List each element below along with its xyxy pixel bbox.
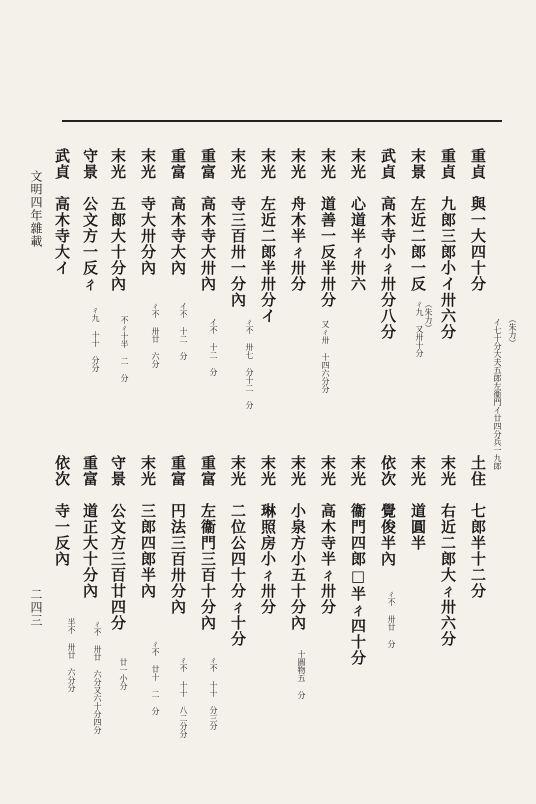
top-anno-1: イ七十分大夫五郎左衞門イ廿四分兵一九郎 bbox=[493, 318, 502, 470]
entry: 覺俊半內 bbox=[379, 503, 397, 567]
bottom-col-11 bbox=[168, 455, 188, 615]
name: 重貞 bbox=[469, 148, 487, 180]
top-anno-3: 又ㄔ卅 十四六分分 bbox=[321, 320, 330, 393]
top-col-2 bbox=[438, 148, 458, 340]
name: 末光 bbox=[319, 148, 337, 180]
bottom-col-4 bbox=[378, 455, 398, 567]
name: 末光 bbox=[259, 148, 277, 180]
name: 末光 bbox=[409, 455, 427, 487]
bottom-col-6 bbox=[318, 455, 338, 615]
name: 重富 bbox=[199, 148, 217, 180]
entry: 九郎三郎小イ卅六分 bbox=[439, 196, 457, 340]
entry: 道圓半 bbox=[409, 503, 427, 551]
top-anno-7: ㄔ不 卅廿 六分 bbox=[151, 302, 160, 368]
top-note-1: （朱力） bbox=[508, 315, 517, 347]
entry: 道善一反半卅分 bbox=[319, 196, 337, 308]
top-col-15 bbox=[52, 148, 72, 276]
bottom-col-12 bbox=[138, 455, 158, 599]
top-rule bbox=[62, 120, 502, 122]
bottom-col-5 bbox=[348, 455, 368, 666]
bottom-anno-3: ㄔ不 十十 分三分 bbox=[209, 656, 218, 730]
name: 末光 bbox=[259, 455, 277, 487]
name: 末光 bbox=[439, 455, 457, 487]
bottom-col-14 bbox=[80, 455, 100, 599]
bottom-col-9 bbox=[228, 455, 248, 647]
entry: 高木寺小ㄔ卅分八分 bbox=[379, 196, 397, 340]
name: 守景 bbox=[109, 455, 127, 487]
entry: 寺三百卅一分內 bbox=[229, 196, 247, 308]
entry: 寺大卅分內 bbox=[139, 196, 157, 276]
bottom-anno-1: ㄔ不 卅廿 分 bbox=[387, 590, 396, 648]
bottom-col-8 bbox=[258, 455, 278, 615]
entry: 左近二郎一反 bbox=[409, 196, 427, 292]
top-col-6 bbox=[318, 148, 338, 308]
entry: 高木寺大卅內 bbox=[199, 196, 217, 292]
bottom-col-3 bbox=[408, 455, 428, 551]
name: 末光 bbox=[319, 455, 337, 487]
name: 末光 bbox=[289, 455, 307, 487]
top-anno-5: イ不 十二 分 bbox=[209, 318, 218, 376]
entry: 左近二郎半卅分イ bbox=[259, 196, 277, 324]
top-col-5 bbox=[348, 148, 368, 292]
bottom-col-2 bbox=[438, 455, 458, 647]
top-col-12 bbox=[138, 148, 158, 276]
entry: 三郎四郎半內 bbox=[139, 503, 157, 599]
entry: 公文方一反ㄔ bbox=[81, 196, 99, 292]
name: 武貞 bbox=[53, 148, 71, 180]
name: 末光 bbox=[349, 455, 367, 487]
name: 重富 bbox=[199, 455, 217, 487]
bottom-anno-8: 半不 卅廿 六分分 bbox=[67, 618, 76, 692]
entry: 高木寺大內 bbox=[169, 196, 187, 276]
top-col-8 bbox=[258, 148, 278, 324]
top-col-11 bbox=[168, 148, 188, 276]
entry: 五郎大十分內 bbox=[109, 196, 127, 292]
entry: 二位公四十分ㄔ十分 bbox=[229, 503, 247, 647]
entry: 高木寺半ㄔ卅分 bbox=[319, 503, 337, 615]
top-col-4 bbox=[378, 148, 398, 340]
bottom-anno-7: ㄔ不 卅廿 六分又六十分四分 bbox=[93, 620, 102, 734]
name: 末光 bbox=[139, 455, 157, 487]
bottom-col-15 bbox=[52, 455, 72, 567]
top-col-13 bbox=[108, 148, 128, 292]
name: 末景 bbox=[409, 148, 427, 180]
name: 依次 bbox=[379, 455, 397, 487]
bottom-col-7 bbox=[288, 455, 308, 631]
entry: 衞門四郎□半ㄔ四十分 bbox=[349, 503, 367, 666]
name: 重富 bbox=[169, 455, 187, 487]
entry: 円法三百卅分內 bbox=[169, 503, 187, 615]
name: 武貞 bbox=[379, 148, 397, 180]
top-col-3 bbox=[408, 148, 428, 292]
entry: 心道半ㄔ卅六 bbox=[349, 196, 367, 292]
top-note-2: （朱力） bbox=[424, 300, 433, 332]
entry: 舟木半ㄔ卅分 bbox=[289, 196, 307, 292]
entry: 小泉方小五十分內 bbox=[289, 503, 307, 631]
bottom-anno-6: 廿一小分 bbox=[119, 658, 128, 690]
entry: 公文方三百廿四分 bbox=[109, 503, 127, 631]
top-anno-9: ㄔ九 十十 分分 bbox=[91, 306, 100, 372]
entry: 琳照房小ㄔ卅分 bbox=[259, 503, 277, 615]
top-col-9 bbox=[228, 148, 248, 308]
name: 依次 bbox=[53, 455, 71, 487]
name: 土住 bbox=[469, 455, 487, 487]
name: 末光 bbox=[229, 148, 247, 180]
top-col-14 bbox=[80, 148, 100, 292]
entry: 與一大四十分 bbox=[469, 196, 487, 292]
entry: 七郎半十二分 bbox=[469, 503, 487, 599]
top-anno-6: イ不 十二 分 bbox=[179, 302, 188, 360]
name: 末光 bbox=[289, 148, 307, 180]
name: 重貞 bbox=[439, 148, 457, 180]
top-col-1 bbox=[468, 148, 488, 292]
entry: 寺一反內 bbox=[53, 503, 71, 567]
running-header: 文明四年雜載 bbox=[29, 170, 43, 248]
entry: 左衞門三百十分內 bbox=[199, 503, 217, 631]
entry: 右近二郎大ㄔ卅六分 bbox=[439, 503, 457, 647]
page-number: 二四三 bbox=[29, 588, 43, 627]
name: 重富 bbox=[169, 148, 187, 180]
name: 重富 bbox=[81, 455, 99, 487]
name: 末光 bbox=[139, 148, 157, 180]
name: 末光 bbox=[229, 455, 247, 487]
name: 末光 bbox=[109, 148, 127, 180]
name: 末光 bbox=[349, 148, 367, 180]
top-col-7 bbox=[288, 148, 308, 292]
top-anno-2: ㄔ九 又卅十分 bbox=[415, 300, 424, 357]
bottom-anno-2: 十圓物五 分 bbox=[297, 650, 306, 699]
top-col-10 bbox=[198, 148, 218, 292]
bottom-anno-5: ㄔ不 廿十 二 分 bbox=[151, 640, 160, 715]
entry: 道正大十分內 bbox=[81, 503, 99, 599]
entry: 高木寺大イ bbox=[53, 196, 71, 276]
top-anno-4: ㄔ不 卅七 分十二 分 bbox=[245, 318, 254, 409]
bottom-col-13 bbox=[108, 455, 128, 631]
bottom-col-10 bbox=[198, 455, 218, 631]
name: 守景 bbox=[81, 148, 99, 180]
bottom-col-1 bbox=[468, 455, 488, 599]
top-anno-8: 不ㄔ十半 二 分 bbox=[120, 316, 129, 382]
bottom-anno-4: ㄔ不 十十 八二分分 bbox=[179, 656, 188, 738]
